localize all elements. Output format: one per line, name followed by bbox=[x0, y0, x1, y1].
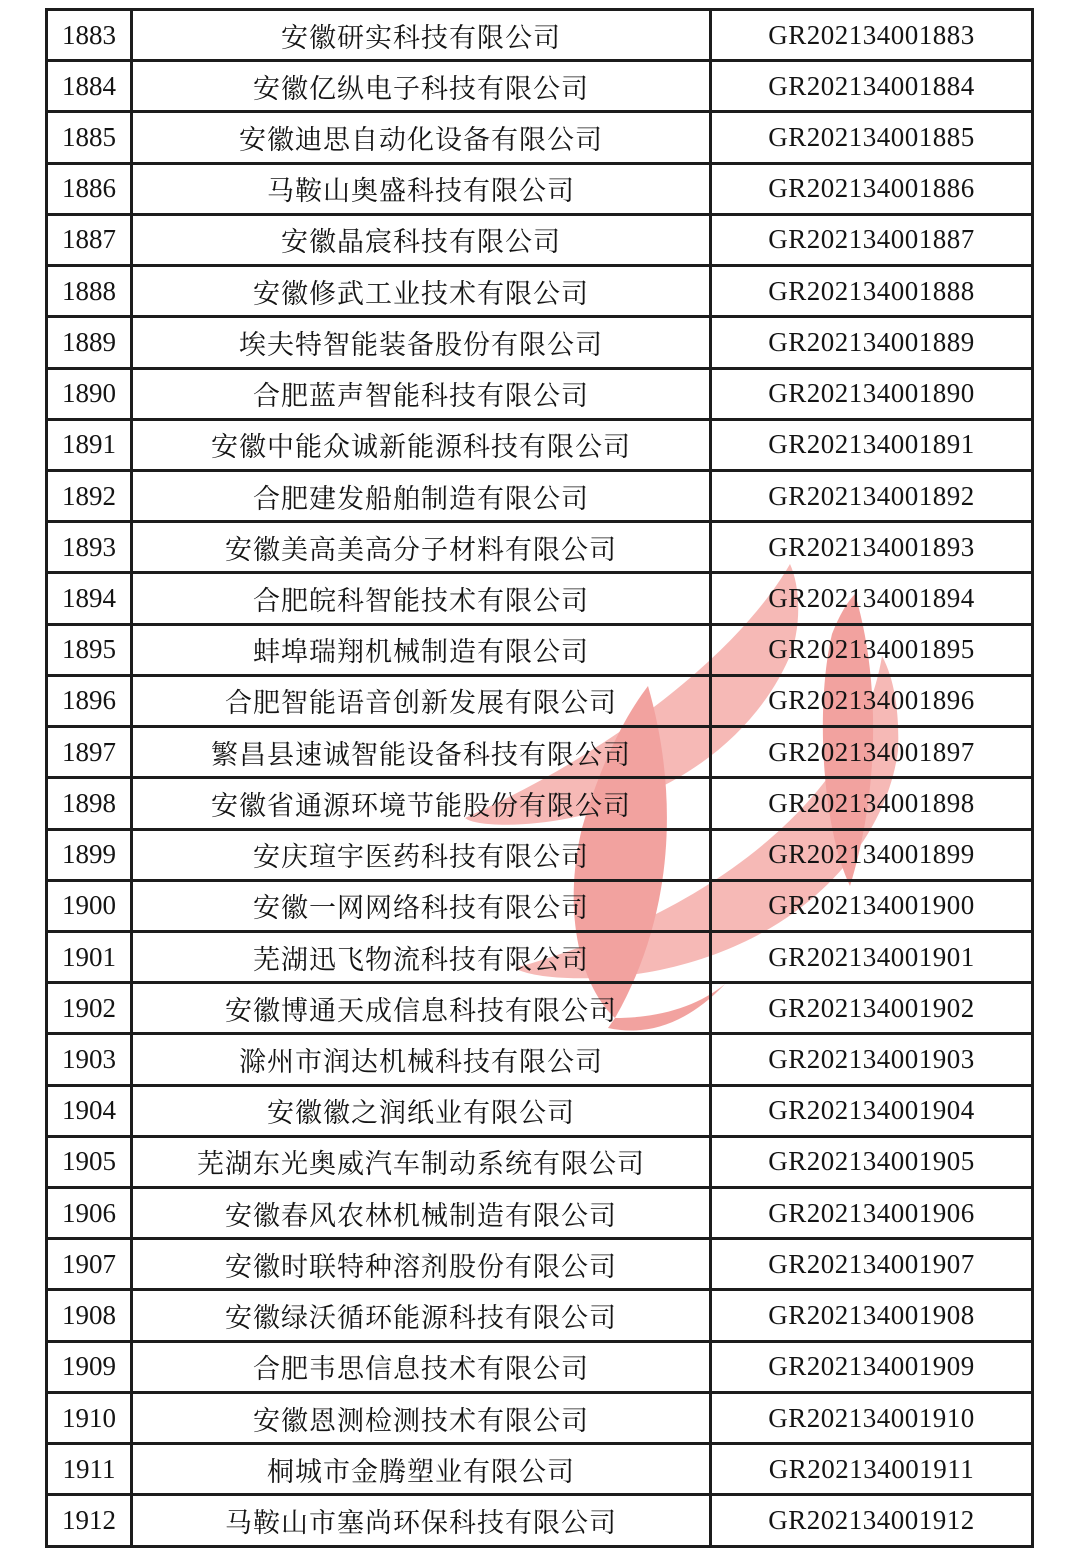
table-row bbox=[47, 675, 1033, 726]
company-name-cell: 安徽时联特种溶剂股份有限公司 bbox=[132, 1239, 711, 1290]
company-name-cell: 马鞍山市塞尚环保科技有限公司 bbox=[132, 1495, 711, 1547]
company-name-cell: 安庆瑄宇医药科技有限公司 bbox=[132, 829, 711, 880]
table-row bbox=[47, 61, 1033, 112]
certificate-code-cell: GR202134001906 bbox=[711, 1188, 1033, 1239]
table-row bbox=[47, 829, 1033, 880]
row-number-cell: 1900 bbox=[47, 880, 132, 931]
company-name-cell: 安徽中能众诚新能源科技有限公司 bbox=[132, 419, 711, 470]
certificate-code-cell: GR202134001904 bbox=[711, 1085, 1033, 1136]
certificate-code-cell: GR202134001888 bbox=[711, 266, 1033, 317]
row-number-cell: 1904 bbox=[47, 1085, 132, 1136]
company-name-cell: 安徽美高美高分子材料有限公司 bbox=[132, 522, 711, 573]
company-name-cell: 滁州市润达机械科技有限公司 bbox=[132, 1034, 711, 1085]
certificate-code-cell: GR202134001898 bbox=[711, 778, 1033, 829]
row-number-cell: 1901 bbox=[47, 931, 132, 982]
row-number-cell: 1891 bbox=[47, 419, 132, 470]
company-name-cell: 芜湖迅飞物流科技有限公司 bbox=[132, 931, 711, 982]
company-name-cell: 安徽春风农林机械制造有限公司 bbox=[132, 1188, 711, 1239]
row-number-cell: 1905 bbox=[47, 1136, 132, 1187]
company-name-cell: 合肥蓝声智能科技有限公司 bbox=[132, 368, 711, 419]
company-name-cell: 安徽恩测检测技术有限公司 bbox=[132, 1392, 711, 1443]
company-name-cell: 安徽修武工业技术有限公司 bbox=[132, 266, 711, 317]
row-number-cell: 1896 bbox=[47, 675, 132, 726]
row-number-cell: 1887 bbox=[47, 214, 132, 265]
row-number-cell: 1910 bbox=[47, 1392, 132, 1443]
table-row bbox=[47, 163, 1033, 214]
company-name-cell: 安徽省通源环境节能股份有限公司 bbox=[132, 778, 711, 829]
row-number-cell: 1895 bbox=[47, 624, 132, 675]
certificate-code-cell: GR202134001902 bbox=[711, 983, 1033, 1034]
table-row bbox=[47, 10, 1033, 61]
company-name-cell: 芜湖东光奥威汽车制动系统有限公司 bbox=[132, 1136, 711, 1187]
table-row bbox=[47, 1085, 1033, 1136]
table-row bbox=[47, 1239, 1033, 1290]
table-row bbox=[47, 624, 1033, 675]
row-number-cell: 1898 bbox=[47, 778, 132, 829]
company-name-cell: 桐城市金腾塑业有限公司 bbox=[132, 1444, 711, 1495]
table-row bbox=[47, 1136, 1033, 1187]
certificate-code-cell: GR202134001895 bbox=[711, 624, 1033, 675]
row-number-cell: 1888 bbox=[47, 266, 132, 317]
row-number-cell: 1892 bbox=[47, 470, 132, 521]
table-row bbox=[47, 1034, 1033, 1085]
table-row bbox=[47, 1495, 1033, 1547]
certificate-code-cell: GR202134001896 bbox=[711, 675, 1033, 726]
certificate-code-cell: GR202134001890 bbox=[711, 368, 1033, 419]
company-name-cell: 安徽绿沃循环能源科技有限公司 bbox=[132, 1290, 711, 1341]
certificate-code-cell: GR202134001900 bbox=[711, 880, 1033, 931]
table-row bbox=[47, 1444, 1033, 1495]
row-number-cell: 1906 bbox=[47, 1188, 132, 1239]
company-name-cell: 安徽晶宸科技有限公司 bbox=[132, 214, 711, 265]
table-row bbox=[47, 1341, 1033, 1392]
company-name-cell: 合肥皖科智能技术有限公司 bbox=[132, 573, 711, 624]
table-row bbox=[47, 317, 1033, 368]
certificate-code-cell: GR202134001885 bbox=[711, 112, 1033, 163]
table-row bbox=[47, 931, 1033, 982]
company-name-cell: 合肥建发船舶制造有限公司 bbox=[132, 470, 711, 521]
row-number-cell: 1899 bbox=[47, 829, 132, 880]
certificate-code-cell: GR202134001909 bbox=[711, 1341, 1033, 1392]
table-row bbox=[47, 266, 1033, 317]
table-row bbox=[47, 880, 1033, 931]
row-number-cell: 1911 bbox=[47, 1444, 132, 1495]
row-number-cell: 1894 bbox=[47, 573, 132, 624]
table-row bbox=[47, 1188, 1033, 1239]
certificate-code-cell: GR202134001894 bbox=[711, 573, 1033, 624]
company-name-cell: 安徽一网网络科技有限公司 bbox=[132, 880, 711, 931]
company-name-cell: 安徽亿纵电子科技有限公司 bbox=[132, 61, 711, 112]
row-number-cell: 1886 bbox=[47, 163, 132, 214]
company-name-cell: 安徽研实科技有限公司 bbox=[132, 10, 711, 61]
row-number-cell: 1883 bbox=[47, 10, 132, 61]
table-row bbox=[47, 573, 1033, 624]
row-number-cell: 1903 bbox=[47, 1034, 132, 1085]
company-certificate-table bbox=[45, 8, 1034, 1548]
company-name-cell: 繁昌县速诚智能设备科技有限公司 bbox=[132, 727, 711, 778]
certificate-code-cell: GR202134001889 bbox=[711, 317, 1033, 368]
table-row bbox=[47, 1392, 1033, 1443]
row-number-cell: 1907 bbox=[47, 1239, 132, 1290]
company-name-cell: 埃夫特智能装备股份有限公司 bbox=[132, 317, 711, 368]
table-row bbox=[47, 983, 1033, 1034]
table-row bbox=[47, 112, 1033, 163]
certificate-code-cell: GR202134001886 bbox=[711, 163, 1033, 214]
row-number-cell: 1912 bbox=[47, 1495, 132, 1547]
table-row bbox=[47, 778, 1033, 829]
table-row bbox=[47, 368, 1033, 419]
certificate-code-cell: GR202134001891 bbox=[711, 419, 1033, 470]
certificate-code-cell: GR202134001897 bbox=[711, 727, 1033, 778]
company-table-body bbox=[47, 10, 1033, 1547]
certificate-code-cell: GR202134001907 bbox=[711, 1239, 1033, 1290]
certificate-code-cell: GR202134001883 bbox=[711, 10, 1033, 61]
company-name-cell: 蚌埠瑞翔机械制造有限公司 bbox=[132, 624, 711, 675]
company-name-cell: 合肥智能语音创新发展有限公司 bbox=[132, 675, 711, 726]
row-number-cell: 1885 bbox=[47, 112, 132, 163]
certificate-code-cell: GR202134001903 bbox=[711, 1034, 1033, 1085]
company-name-cell: 马鞍山奥盛科技有限公司 bbox=[132, 163, 711, 214]
row-number-cell: 1909 bbox=[47, 1341, 132, 1392]
company-name-cell: 合肥韦思信息技术有限公司 bbox=[132, 1341, 711, 1392]
company-name-cell: 安徽徽之润纸业有限公司 bbox=[132, 1085, 711, 1136]
row-number-cell: 1902 bbox=[47, 983, 132, 1034]
table-row bbox=[47, 522, 1033, 573]
row-number-cell: 1890 bbox=[47, 368, 132, 419]
table-row bbox=[47, 1290, 1033, 1341]
table-row bbox=[47, 214, 1033, 265]
table-row bbox=[47, 727, 1033, 778]
company-name-cell: 安徽博通天成信息科技有限公司 bbox=[132, 983, 711, 1034]
certificate-code-cell: GR202134001893 bbox=[711, 522, 1033, 573]
certificate-code-cell: GR202134001908 bbox=[711, 1290, 1033, 1341]
certificate-code-cell: GR202134001912 bbox=[711, 1495, 1033, 1547]
table-row bbox=[47, 419, 1033, 470]
certificate-code-cell: GR202134001905 bbox=[711, 1136, 1033, 1187]
row-number-cell: 1884 bbox=[47, 61, 132, 112]
certificate-code-cell: GR202134001910 bbox=[711, 1392, 1033, 1443]
company-name-cell: 安徽迪思自动化设备有限公司 bbox=[132, 112, 711, 163]
certificate-code-cell: GR202134001901 bbox=[711, 931, 1033, 982]
certificate-code-cell: GR202134001899 bbox=[711, 829, 1033, 880]
row-number-cell: 1893 bbox=[47, 522, 132, 573]
certificate-code-cell: GR202134001887 bbox=[711, 214, 1033, 265]
certificate-code-cell: GR202134001892 bbox=[711, 470, 1033, 521]
row-number-cell: 1889 bbox=[47, 317, 132, 368]
certificate-code-cell: GR202134001911 bbox=[711, 1444, 1033, 1495]
row-number-cell: 1908 bbox=[47, 1290, 132, 1341]
row-number-cell: 1897 bbox=[47, 727, 132, 778]
table-row bbox=[47, 470, 1033, 521]
certificate-code-cell: GR202134001884 bbox=[711, 61, 1033, 112]
